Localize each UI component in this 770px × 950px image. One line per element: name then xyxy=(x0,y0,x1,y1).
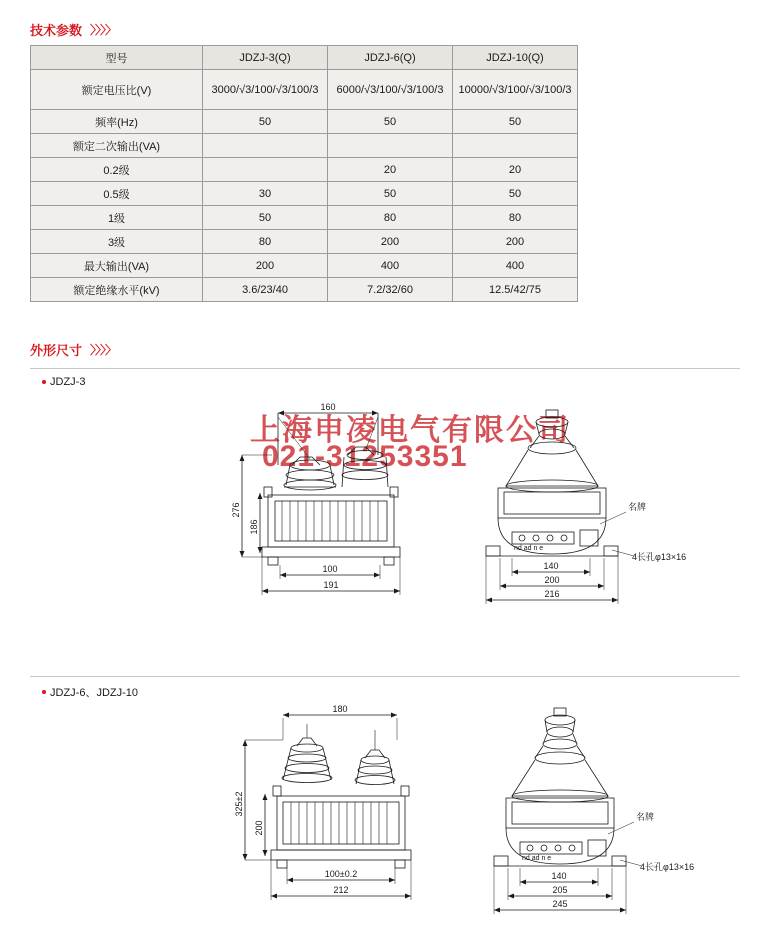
bullet-icon xyxy=(42,690,46,694)
row-value xyxy=(453,134,578,158)
divider xyxy=(30,368,740,369)
dim-value: 100±0.2 xyxy=(324,869,358,879)
dim-value: 276 xyxy=(231,502,241,518)
row-value: 6000/√3/100/√3/100/3 xyxy=(328,70,453,110)
row-value: 80 xyxy=(203,230,328,254)
watermark-phone: 021-31253351 xyxy=(262,440,468,473)
row-value: 3000/√3/100/√3/100/3 xyxy=(203,70,328,110)
row-value: 200 xyxy=(328,230,453,254)
dimensions-heading xyxy=(30,340,116,359)
row-value: 50 xyxy=(203,206,328,230)
nameplate-label: 名牌 xyxy=(636,812,655,822)
table-row xyxy=(31,134,578,158)
chevron-right-icon: 〉〉〉〉 xyxy=(90,343,117,357)
table-header-cell: JDZJ-3(Q) xyxy=(203,46,328,70)
dim-value: 325±2 xyxy=(234,791,244,817)
nameplate-label: 名牌 xyxy=(628,502,647,512)
chevron-right-icon: 〉〉〉〉 xyxy=(90,23,117,37)
tech-params-table xyxy=(30,45,578,302)
row-value: 200 xyxy=(453,230,578,254)
long-hole-label: 4长孔φ13×16 xyxy=(640,862,695,872)
drawing-jdzj3-front xyxy=(220,395,420,640)
row-label: 额定绝缘水平(kV) xyxy=(31,278,203,302)
row-value: 30 xyxy=(203,182,328,206)
dim-value: 200 xyxy=(544,575,560,585)
table-header-cell: JDZJ-10(Q) xyxy=(453,46,578,70)
tech-params-heading xyxy=(30,20,116,39)
row-value: 200 xyxy=(203,254,328,278)
row-value: 50 xyxy=(453,110,578,134)
row-value: 12.5/42/75 xyxy=(453,278,578,302)
table-row-header xyxy=(31,46,578,70)
dim-value: 160 xyxy=(320,402,336,412)
table-row xyxy=(31,230,578,254)
dim-value: 100 xyxy=(322,564,338,574)
dim-value: 191 xyxy=(323,580,339,590)
model-label-jdzj3 xyxy=(42,376,85,388)
table-row xyxy=(31,110,578,134)
row-label: 最大输出(VA) xyxy=(31,254,203,278)
table-row xyxy=(31,70,578,110)
row-value: 50 xyxy=(203,110,328,134)
table-row xyxy=(31,254,578,278)
model-label-jdzj610 xyxy=(42,684,138,700)
table-row xyxy=(31,158,578,182)
drawing-jdzj3-side xyxy=(450,400,710,640)
row-value: 7.2/32/60 xyxy=(328,278,453,302)
row-label: 频率(Hz) xyxy=(31,110,203,134)
dim-value: 216 xyxy=(544,589,560,599)
row-label: 1级 xyxy=(31,206,203,230)
dimensions-title: 外形尺寸 xyxy=(30,343,83,358)
model-name: JDZJ-3 xyxy=(50,376,86,388)
row-value: 10000/√3/100/√3/100/3 xyxy=(453,70,578,110)
row-value: 3.6/23/40 xyxy=(203,278,328,302)
dim-value: 245 xyxy=(552,899,568,909)
dim-value: 140 xyxy=(543,561,559,571)
row-value: 20 xyxy=(453,158,578,182)
row-value: 50 xyxy=(453,182,578,206)
dim-value: 180 xyxy=(332,704,348,714)
terminal-label: nd ad n e xyxy=(514,545,544,552)
row-label: 3级 xyxy=(31,230,203,254)
row-label: 额定二次输出(VA) xyxy=(31,134,203,158)
row-value: 400 xyxy=(453,254,578,278)
tech-params-title: 技术参数 xyxy=(30,23,83,38)
drawing-jdzj610-side xyxy=(460,700,710,945)
row-value xyxy=(328,134,453,158)
table-row xyxy=(31,278,578,302)
table-header-cell: 型号 xyxy=(31,46,203,70)
dim-value: 212 xyxy=(333,885,349,895)
table-row xyxy=(31,182,578,206)
row-label: 0.5级 xyxy=(31,182,203,206)
row-value: 50 xyxy=(328,110,453,134)
dim-value: 205 xyxy=(552,885,568,895)
row-label: 0.2级 xyxy=(31,158,203,182)
dim-value: 186 xyxy=(249,519,259,535)
row-value: 50 xyxy=(328,182,453,206)
dim-value: 200 xyxy=(254,820,264,836)
row-value: 400 xyxy=(328,254,453,278)
bullet-icon xyxy=(42,380,46,384)
table-row xyxy=(31,206,578,230)
row-label: 额定电压比(V) xyxy=(31,70,203,110)
model-name: JDZJ-6、JDZJ-10 xyxy=(50,687,139,699)
dim-value: 140 xyxy=(551,871,567,881)
long-hole-label: 4长孔φ13×16 xyxy=(632,552,687,562)
row-value: 20 xyxy=(328,158,453,182)
divider xyxy=(30,676,740,677)
row-value xyxy=(203,158,328,182)
row-value: 80 xyxy=(328,206,453,230)
terminal-label: nd ad n e xyxy=(522,855,552,862)
tech-params-table-wrap xyxy=(30,45,740,302)
drawing-jdzj610-front xyxy=(225,700,445,945)
table-header-cell: JDZJ-6(Q) xyxy=(328,46,453,70)
row-value xyxy=(203,134,328,158)
row-value: 80 xyxy=(453,206,578,230)
watermark-company: 上海申凌电气有限公司 xyxy=(250,414,570,447)
